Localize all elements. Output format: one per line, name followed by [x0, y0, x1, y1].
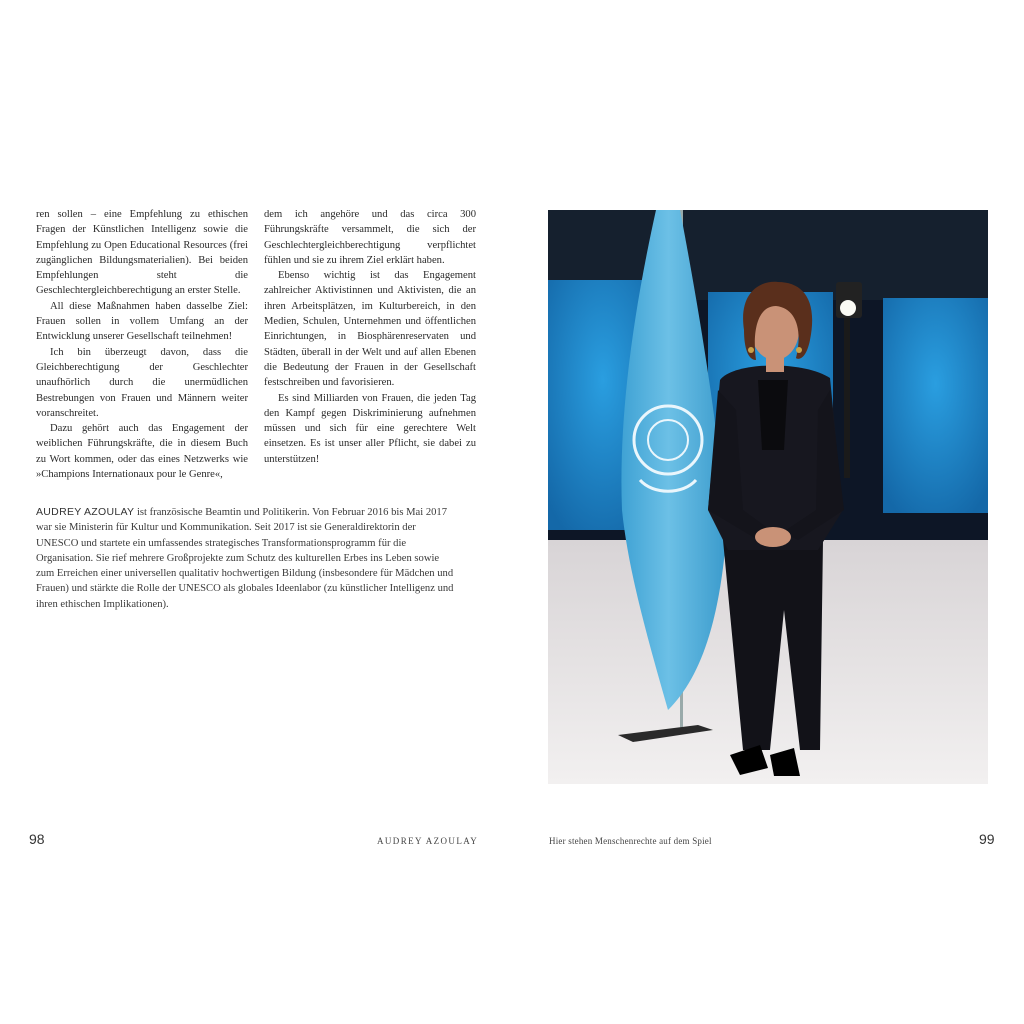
- paragraph: ren sollen – eine Empfehlung zu ethischen Fragen der Künstlichen Intelligenz sowie die Empfehlung zu Open Educational Resources (frei zugänglichen Bildungsmaterialien). Bei beiden Empfehlungen steht die Geschlechtergleichberechtigung an erster Stelle.: [36, 209, 248, 297]
- paragraph: Ich bin überzeugt davon, dass die Gleichberechtigung der Geschlechter unaufhörlich durch die unermüdlichen Bestrebungen von Frauen und Männern weiter voranschreitet.: [36, 346, 248, 419]
- paragraph: Es sind Milliarden von Frauen, die jeden Tag den Kampf gegen Diskriminierung aufnehmen müssen und sich für eine gerechtere Welt einsetzen. Es ist unser aller Pflicht, sie dabei zu unterstützen!: [264, 392, 476, 465]
- bio-text: ist französische Beamtin und Politikerin. Von Februar 2016 bis Mai 2017 war sie Ministerin für Kultur und Kommunikation. Seit 2017 ist sie Generaldirektorin der UNESCO und startete ein umfassendes strategisches Transformationsprogramm für die Organisation. Sie rief mehrere Großprojekte zum Schutz des kulturellen Erbes ins Leben sowie zum Erreichen einer universellen qualitativ hochwertigen Bildung (insbesondere für Mädchen und Frauen) und stärkte die Rolle der UNESCO als globales Ideenlabor (zu künstlicher Intelligenz und ihren ethischen Implikationen).: [36, 507, 454, 610]
- page-number-right: 99: [979, 831, 995, 847]
- author-bio: [36, 505, 456, 612]
- paragraph: All diese Maßnahmen haben dasselbe Ziel: Frauen sollen in vollem Umfang an der Entwicklung unserer Gesellschaft teilnehmen!: [36, 300, 248, 343]
- text-column-left: [36, 207, 248, 482]
- paragraph: Ebenso wichtig ist das Engagement zahlreicher Aktivistinnen und Aktivisten, die an ihren Arbeitsplätzen, im Kulturbereich, in den Medien, Schulen, Unternehmen und öffentlichen Einrichtungen, in Biosphärenreservaten und Städten, überall in der Welt und auf allen Ebenen die Bedeutung der Frauen in der Gesellschaft festschreiben und favorisieren.: [264, 270, 476, 389]
- portrait-illustration: [548, 210, 988, 784]
- text-column-right: [264, 207, 476, 467]
- running-head-author: AUDREY AZOULAY: [377, 836, 479, 846]
- page-number-left: 98: [29, 831, 45, 847]
- paragraph: dem ich angehöre und das circa 300 Führungskräfte versammelt, die sich der Geschlechtergleichberechtigung verpflichtet fühlen und sie zu ihrem Ziel erklärt haben.: [264, 209, 476, 266]
- running-head-title: Hier stehen Menschenrechte auf dem Spiel: [549, 836, 712, 846]
- bio-name: AUDREY AZOULAY: [36, 506, 135, 518]
- portrait-photo: [548, 210, 988, 784]
- paragraph: Dazu gehört auch das Engagement der weiblichen Führungskräfte, die in diesem Buch zu Wort kommen, oder das eines Netzwerks wie »Champions Internationaux pour le Genre«,: [36, 423, 248, 481]
